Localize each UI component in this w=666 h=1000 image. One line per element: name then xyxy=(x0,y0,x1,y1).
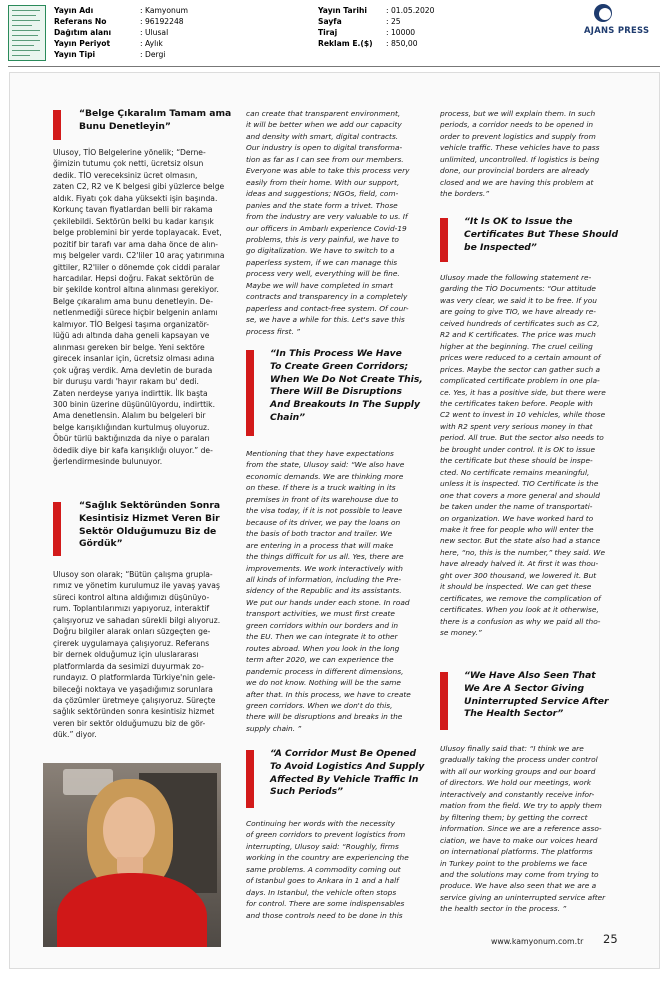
text-line: after that. In this process, we have to create xyxy=(246,689,411,699)
text-line: are entering in a process that will make xyxy=(246,540,394,550)
footer-url: www.kamyonum.com.tr xyxy=(491,937,584,946)
text-line: all kinds of information, including the Pre- xyxy=(246,574,402,584)
page-number: 25 xyxy=(603,932,618,946)
text-line: se money.” xyxy=(440,628,482,638)
text-line: because of its driver, we pay the loans on xyxy=(246,517,401,527)
text-line: ght over 300 thousand, we lowered it. But xyxy=(440,570,597,580)
header-divider xyxy=(8,66,660,67)
heading-line: Such Periods” xyxy=(270,786,344,798)
heading-line: “A Corridor Must Be Opened xyxy=(270,748,417,759)
text-line: bir dernek olduğumuz için uluslararası xyxy=(53,650,199,660)
text-line: çalışıyoruz ve sahadan sürekli bilgi alıyoruz. xyxy=(53,615,221,625)
text-line: belge problemini bir yerde toplayacak. Evet, xyxy=(53,228,222,238)
text-line: process, but we will explain them. In such xyxy=(440,109,596,118)
text-line: was very clear, we said it to be free. If you xyxy=(440,295,597,305)
text-line: mış belgeler vardı. C2'liler 10 araç yatırımına xyxy=(53,251,225,261)
text-line: and those controls need to be done in this xyxy=(246,910,403,920)
text-line: interactively and constantly receive infor- xyxy=(440,789,595,799)
heading-line: Uninterrupted Service After xyxy=(464,695,609,707)
text-line: there is a confusion as why we paid all tho- xyxy=(440,616,601,626)
text-line: Continuing her words with the necessity xyxy=(246,819,395,828)
heading-accent-bar xyxy=(53,502,61,556)
text-line: We put our hands under each stone. In road xyxy=(246,597,410,607)
text-line: ceived hundreds of certificates such as C2, xyxy=(440,318,600,328)
text-line: lüğü adı altında daha geneli kapsayan ve xyxy=(53,331,210,341)
text-line: higher at the beginning. The cruel ceiling xyxy=(440,341,593,351)
text-line: ğerlendirmesinde bulunuyor. xyxy=(53,457,163,467)
text-line: sağlık sektöründen sonra kesintisiz hizmet xyxy=(53,707,215,717)
text-line: on international platforms. The platforms xyxy=(440,847,593,857)
text-line: paperless and contact-free system. Of cour- xyxy=(246,303,409,313)
text-line: produce. We have also seen that we are a xyxy=(440,881,597,891)
meta-label: Tiraj xyxy=(318,28,338,37)
text-line: Maybe we will have completed in smart xyxy=(246,280,394,290)
meta-label: Reklam E.($) xyxy=(318,39,373,48)
text-line: the visa today, if it is not possible to leave xyxy=(246,506,403,516)
text-line: cted. No certificate remains meaningful, xyxy=(440,467,590,477)
text-line: Ulusoy, TİO Belgelerine yönelik; “Derne- xyxy=(53,148,206,157)
text-line: green corridors within our borders and in xyxy=(246,620,399,630)
meta-label: Yayın Periyot xyxy=(54,39,111,48)
text-line: rımız ve yönetim kurulumuz ile yavaş yavaş xyxy=(53,581,220,591)
heading-line: Kesintisiz Hizmet Veren Bir xyxy=(79,512,220,524)
heading-line: We Are A Sector Giving xyxy=(464,682,585,694)
text-line: Doğru bilgiler alarak onları süzgeçten ge- xyxy=(53,627,211,637)
meta-label: Referans No xyxy=(54,17,107,26)
meta-value: : Dergi xyxy=(140,50,166,59)
heading-line: Certificates But These Should xyxy=(464,228,619,240)
column-1-paragraph-1 xyxy=(53,147,233,477)
text-line: ce. Yes, it has a positive side, but there were xyxy=(440,387,606,397)
text-line: closed and we are having this problem at xyxy=(440,177,594,187)
text-line: Öbür türlü baktığınızda da niye o paraları xyxy=(53,434,210,444)
text-line: çirerek uygulamaya çalışıyoruz. Referans xyxy=(53,638,210,648)
text-line: pandemic process in different dimensions, xyxy=(246,666,404,676)
text-line: alınması gereken bir belge. Yeni sektöre xyxy=(53,342,205,352)
meta-label: Yayın Tipi xyxy=(54,50,96,59)
text-line: interrupting, Ulusoy said: “Roughly, firms xyxy=(246,841,399,851)
text-line: pozitif bir tarafı var ama daha önce de alın- xyxy=(53,239,219,249)
heading-line: “Belge Çıkaralım Tamam ama xyxy=(79,108,232,119)
text-line: on these. If there is a truck waiting in its xyxy=(246,483,396,493)
heading-line: “Sağlık Sektöründen Sonra xyxy=(79,500,221,511)
meta-value: : 96192248 xyxy=(140,17,184,26)
column-3-paragraph-1 xyxy=(440,108,630,202)
text-line: se, we have a while for this. Let's save this xyxy=(246,315,405,325)
text-line: aldık. Fiyatı çok daha yüksekti işin başında. xyxy=(53,193,218,203)
meta-label: Yayın Tarihi xyxy=(318,6,367,15)
heading-line: Sektör Olduğumuzu Biz de xyxy=(79,525,217,537)
meta-label: Yayın Adı xyxy=(54,6,94,15)
column-3-paragraph-3 xyxy=(440,743,630,919)
text-line: with all our working groups and our board xyxy=(440,766,596,776)
text-line: Zaten nerdeyse yarıya indirttik. İlk başta xyxy=(53,388,208,398)
text-line: prices were reduced to a certain amount of xyxy=(440,353,601,363)
text-line: platformlarda da sesimizi duyurmak zo- xyxy=(53,661,204,671)
text-line: panies and the state form a trivet. Those xyxy=(246,200,398,210)
text-line: netlenmediği sürece hiçbir belgenin anlamı xyxy=(53,308,218,318)
text-line: by filtering them; by getting the correct xyxy=(440,812,588,822)
heading-belge-cikaralim xyxy=(53,108,233,142)
text-line: rum. Toplantılarımızı yapıyoruz, interaktif xyxy=(53,604,210,614)
heading-line: “In This Process We Have xyxy=(270,348,402,359)
text-line: the certificates taken before. People with xyxy=(440,398,593,408)
text-line: gittiler, R2'liler o dönemde çok ciddi paralar xyxy=(53,262,220,272)
text-line: there will be disruptions and breaks in the xyxy=(246,712,403,722)
heading-green-corridors xyxy=(246,348,432,436)
text-line: ciation, we have to make our voices heard xyxy=(440,835,598,845)
text-line: ödedik diye bir kafa karışıklığı oluyor.” de- xyxy=(53,445,213,455)
text-line: days. In Istanbul, the vehicle often stops xyxy=(246,887,397,897)
text-line: the EU. Then we can integrate it to other xyxy=(246,632,398,642)
text-line: prices. Maybe the sector can gather such a xyxy=(440,364,601,374)
column-2-paragraph-2 xyxy=(246,448,432,738)
text-line: the certificate but these should be inspe- xyxy=(440,456,593,466)
text-line: gradually taking the process under control xyxy=(440,755,598,765)
heading-accent-bar xyxy=(246,750,254,808)
meta-label: Sayfa xyxy=(318,17,342,26)
text-line: be taken under the name of transportati- xyxy=(440,502,593,512)
text-line: service giving an uninterrupted service after xyxy=(440,892,606,902)
heading-line: Bunu Denetleyin” xyxy=(79,120,171,132)
heading-line: And Breakouts In The Supply xyxy=(270,399,420,411)
heading-line: “We Have Also Seen That xyxy=(464,670,596,681)
heading-corridor-opened xyxy=(246,748,432,808)
text-line: problems, this is very painful, we have to xyxy=(246,234,399,244)
text-line: and density with smart, digital contracts. xyxy=(246,131,399,141)
text-line: çekilebildi. Sektörün belki bu kadar karışık xyxy=(53,216,214,226)
column-3-paragraph-2 xyxy=(440,272,630,644)
text-line: process very well, everything will be fine. xyxy=(246,269,400,279)
text-line: from the industry are very valuable to us. If xyxy=(246,212,408,222)
text-line: supply chain. ” xyxy=(246,723,302,733)
heading-line: The Health Sector” xyxy=(464,708,564,720)
text-line: order to prevent logistics and supply from xyxy=(440,131,596,141)
portrait-photo xyxy=(43,763,221,947)
text-line: in Turkey point to the problems we face xyxy=(440,858,588,868)
text-line: one that covers a more general and should xyxy=(440,490,600,500)
heading-line: Affected By Vehicle Traffic In xyxy=(270,773,419,785)
text-line: garding the TİO Documents: “Our attitude xyxy=(440,284,596,294)
text-line: go digitalization. We have to switch to a xyxy=(246,246,395,256)
text-line: premises in front of its warehouse due to xyxy=(246,494,399,504)
text-line: ğimizin tutumu çok netti, ücretsiz olsun xyxy=(53,159,204,169)
heading-line: be Inspected” xyxy=(464,241,537,253)
text-line: period. All true. But the sector also needs to xyxy=(440,433,604,443)
text-line: easily from their home. With our support, xyxy=(246,177,400,187)
text-line: have already halved it. At first it was thou- xyxy=(440,559,599,569)
text-line: certificates, we remove the complication of xyxy=(440,593,601,603)
text-line: Ulusoy son olarak; “Bütün çalışma grupla- xyxy=(53,570,213,579)
text-line: Everyone was able to take this process very xyxy=(246,166,410,176)
text-line: from the state, Ulusoy said: “We also have xyxy=(246,460,405,470)
text-line: can create that transparent environment, xyxy=(246,109,401,118)
text-line: here, “no, this is the number,” they said. We xyxy=(440,547,606,557)
text-line: term after 2020, we can experience the xyxy=(246,655,394,665)
text-line: R2 and K certificates. The price was much xyxy=(440,330,596,340)
text-line: süreci kontrol altına aldığımızı düşünüyo- xyxy=(53,592,210,602)
text-line: bileceği noktaya ve yaşadığımız sorunlara xyxy=(53,684,213,694)
text-line: complicated certificate problem in one pla- xyxy=(440,376,600,386)
text-line: girecek insanlar için, ücretsiz olması adına xyxy=(53,354,215,364)
text-line: C2 went to invest in 10 vehicles, while those xyxy=(440,410,606,420)
text-line: we do not know. Nothing will be the same xyxy=(246,678,401,688)
logo-text: AJANS PRESS xyxy=(584,25,650,35)
ajans-press-logo xyxy=(584,4,660,40)
text-line: same problems. A commodity coming out xyxy=(246,864,401,874)
text-line: it should be inspected. We can get these xyxy=(440,582,592,592)
text-line: mation from the field. We try to apply them xyxy=(440,801,602,811)
heading-line: When We Do Not Create This, xyxy=(270,373,423,385)
text-line: dük.” diyor. xyxy=(53,730,97,740)
meta-value: : 25 xyxy=(386,17,401,26)
text-line: process first. ” xyxy=(246,326,301,336)
text-line: Our industry is open to digital transforma- xyxy=(246,143,403,153)
text-line: with R2 spent very serious money in that xyxy=(440,421,593,431)
meta-value: : Kamyonum xyxy=(140,6,189,15)
text-line: be brought under control. It is OK to issue xyxy=(440,444,596,454)
text-line: Ama denetlensin. Alalım bu belgeleri bir xyxy=(53,411,206,421)
text-line: of Istanbul goes to Ankara in 1 and a half xyxy=(246,876,399,886)
heading-accent-bar xyxy=(246,350,254,436)
heading-line: To Avoid Logistics And Supply xyxy=(270,760,425,772)
text-line: certificates. When you look at it otherwise, xyxy=(440,605,599,615)
text-line: Korkunç tavan fiyatlardan belli bir rakama xyxy=(53,205,213,215)
heading-line: To Create Green Corridors; xyxy=(270,360,409,372)
heading-uninterrupted-service xyxy=(440,670,630,730)
text-line: are going to give TIO, we have already re- xyxy=(440,307,596,317)
text-line: done, our provincial borders are already xyxy=(440,166,590,176)
text-line: green corridors. When we don't do this, xyxy=(246,700,393,710)
text-line: it will be better when we add our capacity xyxy=(246,120,402,130)
text-line: dedik. TİO vereceksiniz ücret olmasın, xyxy=(53,170,198,180)
text-line: zaten C2, R2 ve K belgesi gibi yüzlerce belge xyxy=(53,182,225,192)
text-line: ideas and suggestions; NGOs, field, com- xyxy=(246,189,399,199)
meta-value: : 10000 xyxy=(386,28,416,37)
heading-accent-bar xyxy=(440,218,448,262)
meta-label: Dağıtım alanı xyxy=(54,28,112,37)
text-line: of green corridors to prevent logistics from xyxy=(246,830,406,840)
text-line: paperless system, if we can manage this xyxy=(246,257,398,267)
text-line: on organization. We have worked hard to xyxy=(440,513,594,523)
meta-value: : 01.05.2020 xyxy=(386,6,435,15)
text-line: Mentioning that they have expectations xyxy=(246,449,394,458)
text-line: working in the country are experiencing the xyxy=(246,853,409,863)
text-line: veren bir sektör olduğumuzu biz de gör- xyxy=(53,718,206,728)
text-line: our officers in Ambarlı experience Covid-19 xyxy=(246,223,407,233)
publication-meta-left xyxy=(54,5,254,61)
meta-value: : Ulusal xyxy=(140,28,169,37)
heading-line: “It Is OK to Issue the xyxy=(464,216,573,227)
text-line: Ulusoy made the following statement re- xyxy=(440,273,592,282)
text-line: the health sector in the process. ” xyxy=(440,904,567,914)
text-line: information. Since we are a reference asso- xyxy=(440,824,602,834)
text-line: sidency of the Republic and its assistants. xyxy=(246,586,402,596)
text-line: new sector. But the state also had a stance xyxy=(440,536,601,546)
text-line: kalmıyor. TİO Belgesi taşıma organizatör- xyxy=(53,319,209,329)
text-line: unlimited, uncontrolled. If logistics is being xyxy=(440,154,600,164)
text-line: improvements. We work interactively with xyxy=(246,563,403,573)
text-line: 300 binin üzerine düşünülüyordu, indirttik. xyxy=(53,399,215,409)
text-line: the things difficult for us all. Yes, there are xyxy=(246,552,404,562)
text-line: the basis of both tractor and trailer. We xyxy=(246,529,393,539)
heading-line: There Will Be Disruptions xyxy=(270,386,402,398)
text-line: rundayız. O platformlarda Türkiye'nin gele- xyxy=(53,673,216,683)
press-clipping-header xyxy=(0,0,666,66)
publication-meta-right xyxy=(318,5,518,61)
text-line: transport activities, we must first create xyxy=(246,609,395,619)
heading-saglik-sektorunden xyxy=(53,500,233,556)
column-2-paragraph-1 xyxy=(246,108,432,340)
column-1-paragraph-2 xyxy=(53,569,233,745)
text-line: of directors. We hold our meetings, work xyxy=(440,778,592,788)
heading-accent-bar xyxy=(53,110,61,140)
text-line: belge karışıklığından kurtulmuş oluyoruz. xyxy=(53,422,210,432)
text-line: and the solutions may come from trying to xyxy=(440,869,599,879)
text-line: contracts and transparency in a completely xyxy=(246,292,408,302)
page-thumbnail xyxy=(8,5,46,61)
text-line: çok uğraş verdik. Ama devletin de burada xyxy=(53,365,213,375)
meta-value: : 850,00 xyxy=(386,39,418,48)
text-line: Ulusoy finally said that: “I think we are xyxy=(440,744,584,753)
text-line: make it free for people who will enter the xyxy=(440,524,594,534)
text-line: economic demands. We are thinking more xyxy=(246,471,404,481)
text-line: Belge çıkaralım ama bunu denetleyin. De- xyxy=(53,296,213,306)
meta-value: : Aylık xyxy=(140,39,163,48)
text-line: for control. There are some indispensables xyxy=(246,899,405,909)
column-2-paragraph-3 xyxy=(246,818,432,924)
text-line: vehicle traffic. These vehicles have to pass xyxy=(440,143,600,153)
text-line: the borders.” xyxy=(440,189,490,199)
text-line: tion as far as I can see from our members. xyxy=(246,154,404,164)
text-line: bir şekilde kontrol altına alınması gerekiyor. xyxy=(53,285,219,295)
heading-ok-to-issue xyxy=(440,216,630,262)
heading-line: Chain” xyxy=(270,411,306,423)
text-line: periods, a corridor needs to be opened in xyxy=(440,120,594,130)
text-line: routes abroad. When you look in the long xyxy=(246,643,400,653)
text-line: unless it is inspected. TIO Certificate is the xyxy=(440,479,599,489)
heading-accent-bar xyxy=(440,672,448,730)
heading-line: Gördük” xyxy=(79,538,123,550)
text-line: bir duruşu vardı 'hayır rakam bu' dedi. xyxy=(53,377,199,387)
text-line: harcadılar. Hepsi doğru. Fakat sektörün de xyxy=(53,273,214,283)
text-line: da çözümler üretmeye çalışıyoruz. Süreçte xyxy=(53,695,216,705)
globe-icon xyxy=(594,4,612,22)
